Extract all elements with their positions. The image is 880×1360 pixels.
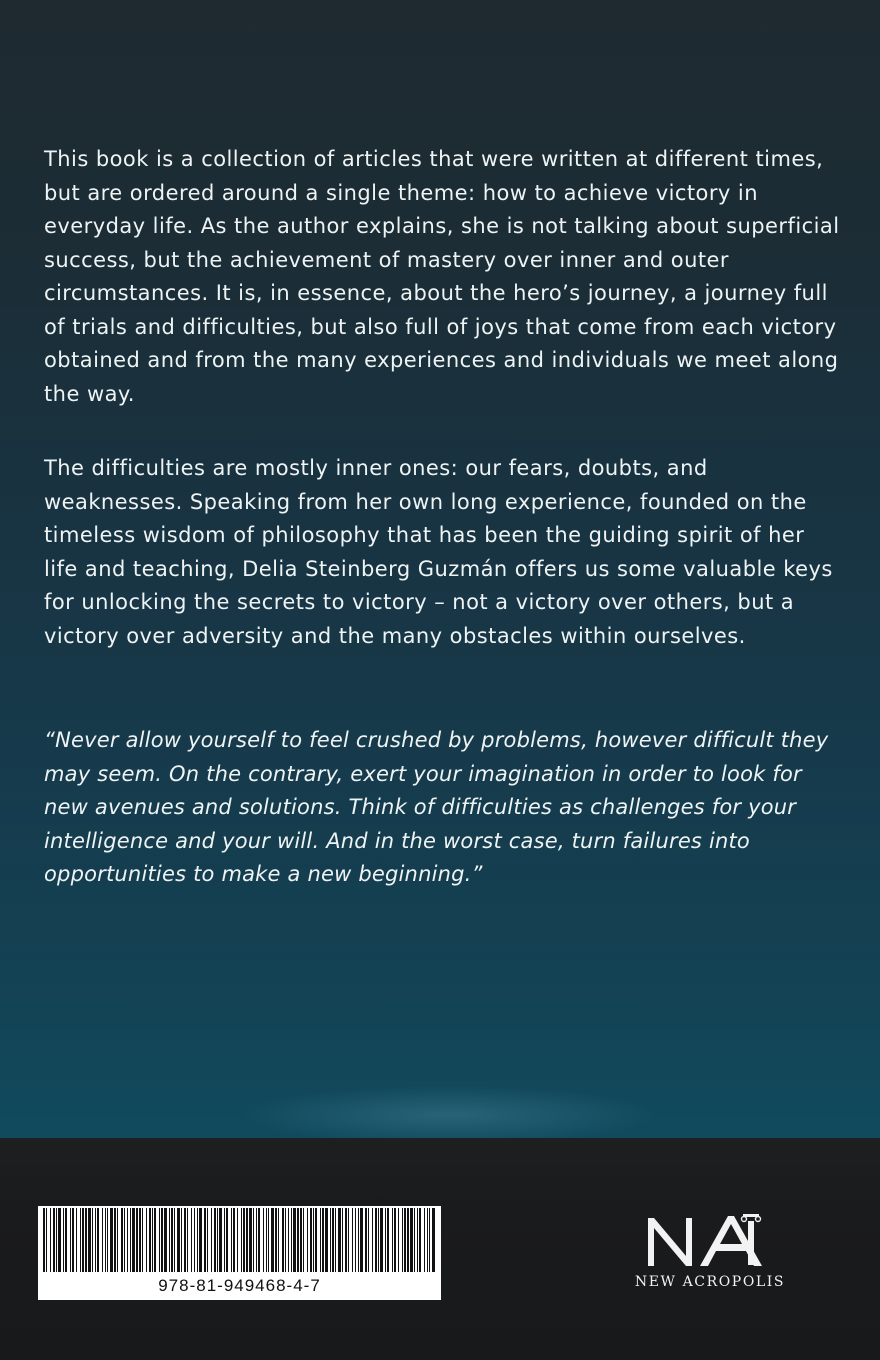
publisher-name: NEW ACROPOLIS	[634, 1274, 786, 1290]
description-paragraph-2: The difficulties are mostly inner ones: our fears, doubts, and weaknesses. Speaking from her own long experience, founded on the timeless wisdom of philosophy that has been the guiding spirit of her life and teaching, Delia Steinberg Guzmán offers us some valuable keys for unlocking the secrets to victory – not a victory over others, but a victory over adversity and the many obstacles within ourselves.	[44, 456, 833, 648]
isbn-number: 978-81-949468-4-7	[158, 1276, 321, 1295]
publisher-logo	[630, 1210, 790, 1310]
horizon-glow	[240, 1085, 660, 1145]
na-monogram-icon	[640, 1210, 780, 1270]
barcode	[38, 1206, 441, 1300]
author-quote: “Never allow yourself to feel crushed by problems, however difficult they may seem. On the contrary, exert your imagination in order to look for new avenues and solutions. Think of difficulties as challenges for your intelligence and your will. And in the worst case, turn failures into opportunities to make a new beginning.”	[44, 728, 829, 886]
barcode-bars	[41, 1208, 438, 1272]
description-paragraph-1: This book is a collection of articles that were written at different times, but are ordered around a single theme: how to achieve victory in everyday life. As the author explains, she is not talking about superficial success, but the achievement of mastery over inner and outer circumstances. It is, in essence, about the hero’s journey, a journey full of trials and difficulties, but also full of joys that come from each victory obtained and from the many experiences and individuals we meet along the way.	[44, 147, 840, 406]
